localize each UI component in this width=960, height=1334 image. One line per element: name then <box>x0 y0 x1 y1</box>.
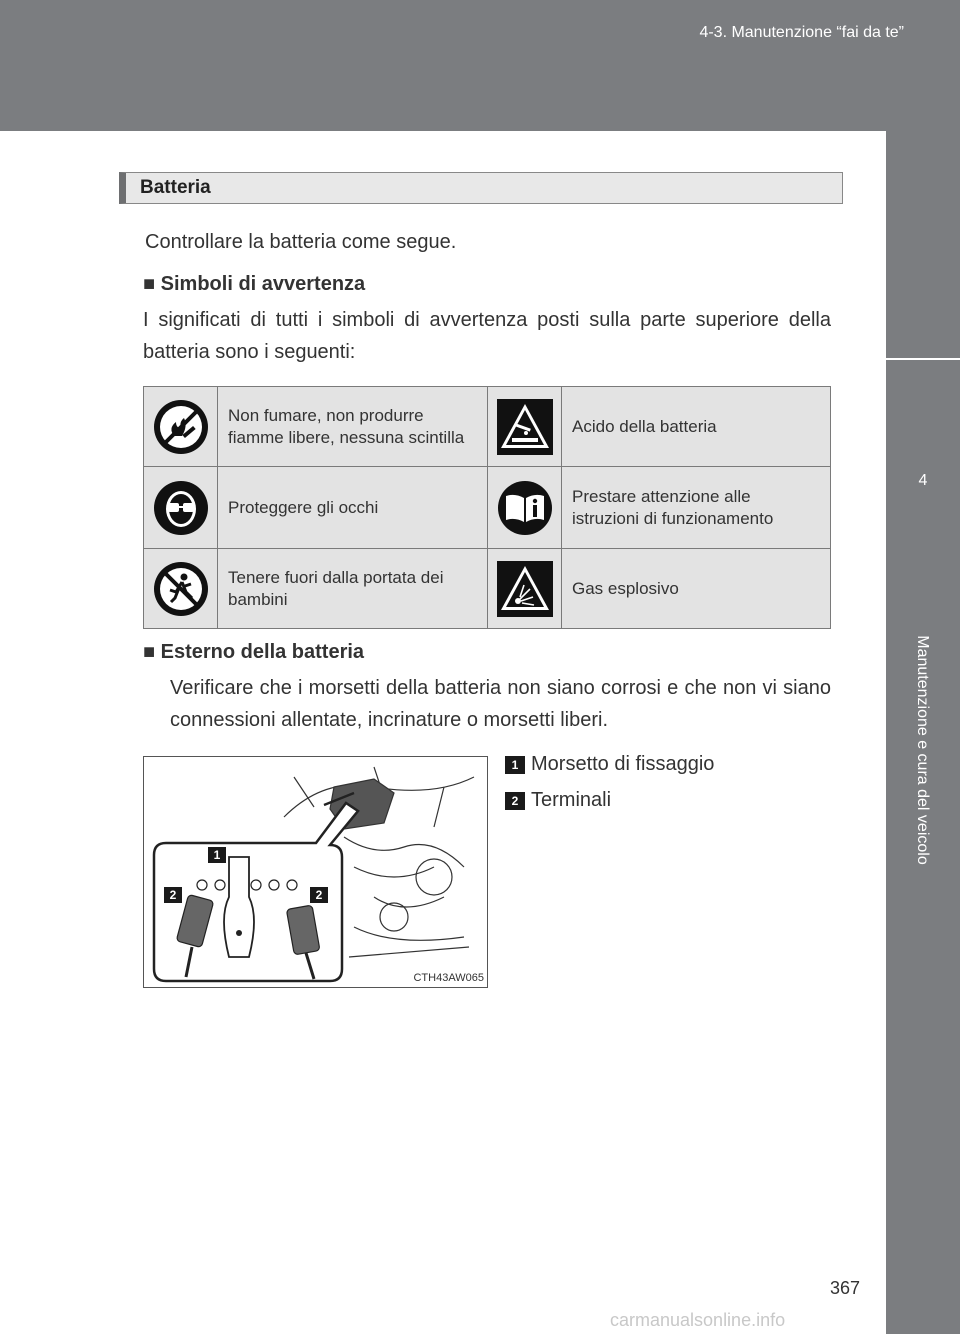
header-band <box>0 0 960 131</box>
keep-away-children-icon <box>144 549 218 629</box>
bullet-square: ■ <box>143 641 156 663</box>
symbol-description: Gas esplosivo <box>562 549 831 629</box>
callout-terminal-right: 2 <box>310 887 328 903</box>
no-smoking-icon <box>144 387 218 467</box>
symbol-description: Non fumare, non produrre fiamme libere, nessuna scintilla <box>218 387 488 467</box>
bullet-square: ■ <box>143 273 156 295</box>
instructions-book-icon <box>488 467 562 549</box>
symbol-description: Acido della batteria <box>562 387 831 467</box>
watermark: carmanualsonline.info <box>610 1310 786 1330</box>
battery-acid-icon <box>488 387 562 467</box>
engine-bay-illustration <box>144 757 488 988</box>
table-row <box>144 549 831 629</box>
exterior-heading <box>143 636 364 668</box>
legend-label: Terminali <box>531 789 612 811</box>
symbols-heading-text: Simboli di avvertenza <box>160 273 366 295</box>
exterior-description: Verificare che i morsetti della batteria non siano corrosi e che non vi siano connessioni allentate, incrinature o morsetti liberi. <box>170 677 831 731</box>
legend-item <box>505 750 714 778</box>
topic-title: Batteria <box>140 177 211 198</box>
page-number: 367 <box>830 1278 861 1298</box>
warning-symbols-table <box>143 386 831 629</box>
symbols-description: I significati di tutti i simboli di avvertenza posti sulla parte superiore della batteria sono i seguenti: <box>143 309 831 363</box>
intro-text: Controllare la batteria come segue. <box>145 231 457 253</box>
callout-terminal-clamp: 1 <box>208 847 226 863</box>
section-header: 4-3. Manutenzione “fai da te” <box>699 24 904 41</box>
callout-terminal-left: 2 <box>164 887 182 903</box>
legend-item <box>505 786 611 814</box>
symbol-description: Tenere fuori dalla portata dei bambini <box>218 549 488 629</box>
topic-title-box <box>119 172 843 204</box>
legend-number: 1 <box>505 756 525 774</box>
legend-number: 2 <box>505 792 525 810</box>
battery-terminals-figure <box>143 756 488 988</box>
figure-code: CTH43AW065 <box>413 972 484 984</box>
table-row <box>144 467 831 549</box>
explosive-gas-icon <box>488 549 562 629</box>
chapter-title: Manutenzione e cura del veicolo <box>914 635 931 865</box>
chapter-number: 4 <box>918 472 928 489</box>
side-tab-divider <box>886 358 960 360</box>
exterior-heading-text: Esterno della batteria <box>160 641 365 663</box>
symbol-description: Prestare attenzione alle istruzioni di funzionamento <box>562 467 831 549</box>
legend-label: Morsetto di fissaggio <box>531 753 715 775</box>
symbol-description: Proteggere gli occhi <box>218 467 488 549</box>
table-row <box>144 387 831 467</box>
eye-protection-icon <box>144 467 218 549</box>
symbols-heading <box>143 268 365 300</box>
